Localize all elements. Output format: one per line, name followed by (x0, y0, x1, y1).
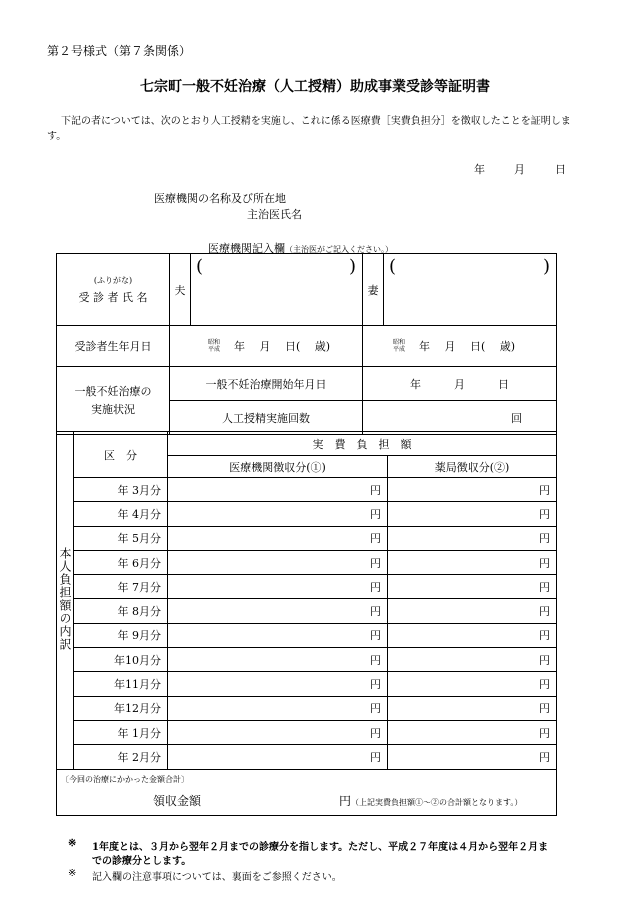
hospital-amount-field[interactable]: 円 (168, 623, 388, 647)
footnote-1-line1: 1年度とは、３月から翌年２月までの診療分を指します。ただし、平成２７年度は４月から翌年２月ま (92, 842, 549, 853)
pharmacy-amount-field[interactable]: 円 (388, 478, 557, 502)
footnote-2: 記入欄の注意事項については、裏面をご参照ください。 (92, 872, 342, 883)
close-paren: ) (542, 256, 550, 277)
month-label: 年 6月分 (74, 550, 168, 574)
name-label-cell (57, 254, 170, 326)
hospital-amount-field[interactable]: 円 (168, 526, 388, 550)
pharmacy-column-header: 薬局徴収分(②) (388, 456, 557, 478)
form-number: 第２号様式（第７条関係） (47, 44, 192, 58)
month-label: 年 9月分 (74, 623, 168, 647)
husband-birth-field[interactable] (170, 326, 363, 367)
footnote-1-line2: での診療分とします。 (92, 856, 192, 867)
hospital-amount-field[interactable]: 円 (168, 599, 388, 623)
husband-label: 夫 (170, 254, 191, 326)
form-title: 七宗町一般不妊治療（人工授精）助成事業受診等証明書 (140, 79, 490, 95)
month-label: 年 4月分 (74, 502, 168, 526)
pharmacy-amount-field[interactable]: 円 (388, 672, 557, 696)
hospital-amount-field[interactable]: 円 (168, 745, 388, 769)
month-label: 年10月分 (74, 648, 168, 672)
total-row[interactable] (57, 769, 557, 815)
hospital-amount-field[interactable]: 円 (168, 575, 388, 599)
date-month: 月 (514, 163, 525, 176)
pharmacy-amount-field[interactable]: 円 (388, 745, 557, 769)
section-title: 医療機関記入欄（主治医がご記入ください。） (208, 242, 393, 255)
birth-format: 年 月 日( 歳) (419, 340, 516, 353)
start-date-label: 一般不妊治療開始年月日 (170, 367, 363, 401)
month-label: 年 2月分 (74, 745, 168, 769)
birth-label: 受診者生年月日 (57, 326, 170, 367)
open-paren: ( (389, 256, 397, 277)
furigana-label: (ふりがな) (93, 275, 133, 285)
birth-format: 年 月 日( 歳) (234, 340, 331, 353)
wife-name-field[interactable] (384, 254, 557, 326)
date-year: 年 (474, 163, 485, 176)
total-amount: 円（上記実費負担額①～②の合計額となります。） (339, 793, 523, 808)
actual-cost-header: 実 費 負 担 額 (168, 432, 557, 456)
institution-label: 医療機関の名称及び所在地 (154, 192, 286, 205)
pharmacy-amount-field[interactable]: 円 (388, 550, 557, 574)
month-label: 年 1月分 (74, 720, 168, 744)
pharmacy-amount-field[interactable]: 円 (388, 526, 557, 550)
open-paren: ( (196, 256, 204, 277)
wife-birth-field[interactable] (363, 326, 557, 367)
era-labels: 昭和 平成 (393, 339, 406, 353)
hospital-amount-field[interactable]: 円 (168, 720, 388, 744)
breakdown-table (56, 431, 557, 816)
patient-table (56, 253, 557, 435)
month-label: 年 7月分 (74, 575, 168, 599)
hospital-amount-field[interactable]: 円 (168, 672, 388, 696)
pharmacy-amount-field[interactable]: 円 (388, 720, 557, 744)
month-label: 年 5月分 (74, 526, 168, 550)
pharmacy-amount-field[interactable]: 円 (388, 502, 557, 526)
breakdown-side-label: 本人負担額の内訳 (57, 432, 74, 770)
total-note: 〔今回の治療にかかった金額合計〕 (61, 774, 189, 784)
pharmacy-amount-field[interactable]: 円 (388, 575, 557, 599)
close-paren: ) (348, 256, 356, 277)
count-field[interactable]: 回 (363, 401, 557, 435)
month-label: 年11月分 (74, 672, 168, 696)
month-label: 年12月分 (74, 696, 168, 720)
kubun-header: 区 分 (74, 432, 168, 478)
intro-text: 下記の者については、次のとおり人工授精を実施し、これに係る医療費［実費負担分］を徴収したことを証明します。 (47, 116, 571, 142)
husband-name-field[interactable] (191, 254, 363, 326)
hospital-column-header: 医療機関徴収分(①) (168, 456, 388, 478)
wife-label: 妻 (363, 254, 384, 326)
doctor-label: 主治医氏名 (247, 208, 302, 221)
hospital-amount-field[interactable]: 円 (168, 648, 388, 672)
hospital-amount-field[interactable]: 円 (168, 550, 388, 574)
month-label: 年 8月分 (74, 599, 168, 623)
era-labels: 昭和 平成 (208, 339, 221, 353)
hospital-amount-field[interactable]: 円 (168, 478, 388, 502)
month-label: 年 3月分 (74, 478, 168, 502)
count-label: 人工授精実施回数 (170, 401, 363, 435)
patient-name-label: 受 診 者 氏 名 (78, 290, 148, 304)
total-label: 領収金額 (153, 793, 202, 808)
pharmacy-amount-field[interactable]: 円 (388, 599, 557, 623)
date-day: 日 (555, 163, 566, 176)
footnote-mark: ※ (68, 868, 77, 879)
status-label: 一般不妊治療の 実施状況 (57, 367, 170, 435)
pharmacy-amount-field[interactable]: 円 (388, 648, 557, 672)
pharmacy-amount-field[interactable]: 円 (388, 623, 557, 647)
footnote-mark: ※ (68, 838, 77, 849)
hospital-amount-field[interactable]: 円 (168, 502, 388, 526)
hospital-amount-field[interactable]: 円 (168, 696, 388, 720)
pharmacy-amount-field[interactable]: 円 (388, 696, 557, 720)
start-date-field[interactable]: 年 月 日 (363, 367, 557, 401)
